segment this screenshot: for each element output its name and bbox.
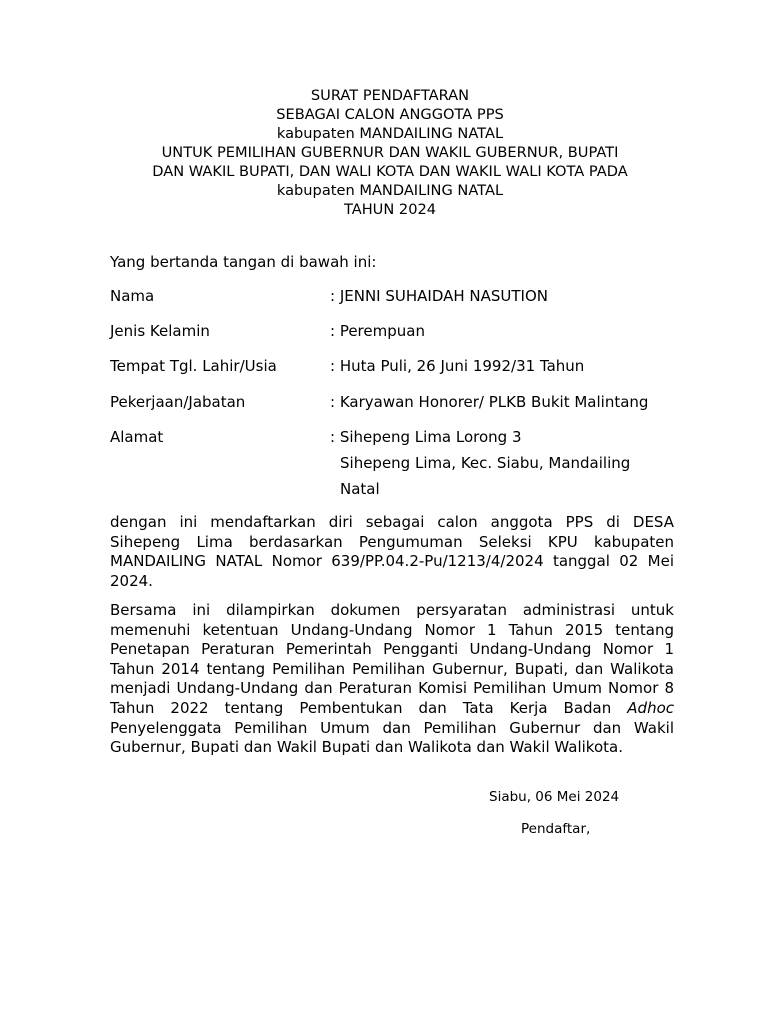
attachment-text-italic: Adhoc — [627, 698, 674, 717]
address-line-3: Natal — [340, 480, 380, 498]
attachment-text-start: Bersama ini dilampirkan dokumen persyaratan administrasi untuk memenuhi ketentuan Undang-Undang Nomor 1 Tahun 2015 tentang Penetapan Peraturan Pemerintah Pengganti Undang-Undang Nomor 1 Tahun 2014 tentang Pemilihan Pemilihan Gubernur, Bupati, dan Walikota menjadi Undang-Undang dan Peraturan Komisi Pemilihan Umum Nomor 8 Tahun 2022 tentang Pembentukan dan Tata Kerja Badan — [110, 601, 674, 717]
title-line-2: SEBAGAI CALON ANGGOTA PPS — [276, 106, 504, 123]
document-title — [60, 86, 720, 219]
place-date: Siabu, 06 Mei 2024 — [489, 789, 620, 805]
intro-text: Yang bertanda tangan di bawah ini: — [110, 253, 377, 271]
field-value: : Huta Puli, 26 Juni 1992/31 Tahun — [330, 357, 585, 375]
title-line-5: DAN WAKIL BUPATI, DAN WALI KOTA DAN WAKIL WALI KOTA PADA — [152, 163, 628, 180]
field-value: : JENNI SUHAIDAH NASUTION — [330, 287, 549, 305]
field-label: Pekerjaan/Jabatan — [110, 393, 246, 411]
attachment-paragraph — [110, 601, 674, 758]
signer-label: Pendaftar, — [521, 821, 591, 837]
field-value: : Perempuan — [330, 322, 425, 340]
title-line-1: SURAT PENDAFTARAN — [310, 87, 470, 104]
title-line-4: UNTUK PEMILIHAN GUBERNUR DAN WAKIL GUBERNUR, BUPATI — [161, 144, 619, 161]
address-line-2: Sihepeng Lima, Kec. Siabu, Mandailing — [340, 454, 631, 472]
attachment-text-end: Penyelenggata Pemilihan Umum dan Pemilihan Gubernur dan Wakil Gubernur, Bupati dan Wakil Bupati dan Walikota dan Wakil Walikota. — [110, 718, 674, 757]
field-label: Jenis Kelamin — [110, 322, 210, 340]
title-line-7: TAHUN 2024 — [343, 201, 437, 218]
field-label: Nama — [110, 287, 155, 305]
title-line-6: kabupaten MANDAILING NATAL — [276, 182, 504, 199]
field-value: : Karyawan Honorer/ PLKB Bukit Malintang — [330, 393, 649, 411]
title-line-3: kabupaten MANDAILING NATAL — [276, 125, 504, 142]
field-label: Tempat Tgl. Lahir/Usia — [110, 357, 277, 375]
registration-paragraph: dengan ini mendaftarkan diri sebagai calon anggota PPS di DESA Sihepeng Lima berdasarkan Pengumuman Seleksi KPU kabupaten MANDAILING NATAL Nomor 639/PP.04.2-Pu/1213/4/2024 tanggal 02 Mei 2024. — [110, 513, 674, 590]
field-value: : Sihepeng Lima Lorong 3 — [330, 428, 522, 446]
field-label: Alamat — [110, 428, 164, 446]
